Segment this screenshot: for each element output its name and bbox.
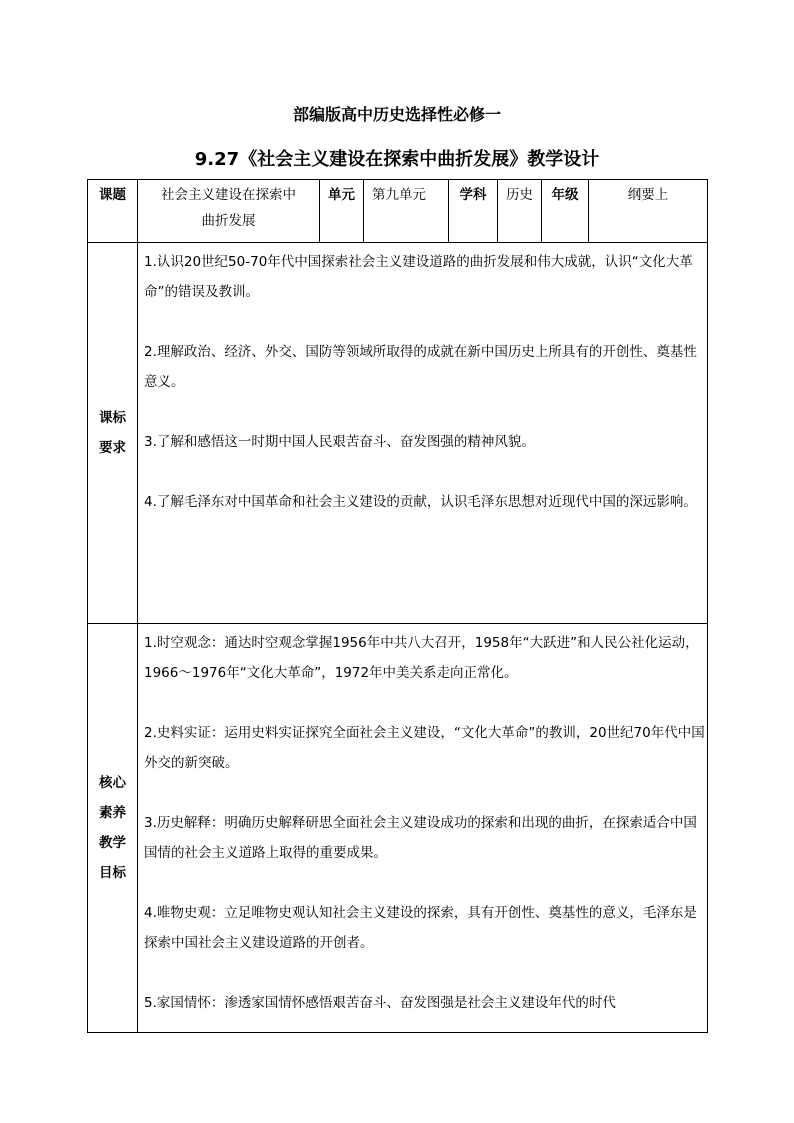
subject-label: 学科	[449, 180, 498, 243]
unit-label: 单元	[320, 180, 364, 243]
label-line: 要求	[99, 440, 126, 456]
label-line: 教学	[99, 835, 126, 851]
list-item: 2.理解政治、经济、外交、国防等领域所取得的成就在新中国历史上所具有的开创性、奠基性意义。	[144, 344, 697, 390]
lesson-title: 9.27《社会主义建设在探索中曲折发展》教学设计	[194, 149, 600, 170]
list-item: 3.了解和感悟这一时期中国人民艰苦奋斗、奋发图强的精神风貌。	[144, 434, 535, 450]
list-item: 3.历史解释：明确历史解释研思全面社会主义建设成功的探索和出现的曲折，在探索适合中国国情的社会主义道路上取得的重要成果。	[144, 815, 697, 861]
label-line: 目标	[99, 865, 126, 881]
lesson-design-table	[87, 179, 708, 1033]
grade-label: 年级	[542, 180, 589, 243]
unit-value: 第九单元	[364, 180, 449, 243]
curriculum-standard-content	[138, 243, 708, 624]
label-line: 核心	[99, 775, 126, 791]
core-literacy-label	[88, 624, 138, 1033]
table-header-row	[88, 180, 708, 243]
label-line: 素养	[99, 805, 126, 821]
list-item: 4.了解毛泽东对中国革命和社会主义建设的贡献，认识毛泽东思想对近现代中国的深远影响。	[144, 494, 697, 510]
list-item: 2.史料实证：运用史料实证探究全面社会主义建设，“文化大革命”的教训，20世纪70年代中国外交的新突破。	[144, 725, 705, 771]
list-item: 5.家国情怀：渗透家国情怀感悟艰苦奋斗、奋发图强是社会主义建设年代的时代	[144, 995, 616, 1011]
core-literacy-row	[88, 624, 708, 1033]
curriculum-standard-row	[88, 243, 708, 624]
label-line: 课标	[99, 410, 126, 426]
list-item: 1.认识20世纪50-70年代中国探索社会主义建设道路的曲折发展和伟大成就，认识“文化大革命”的错误及教训。	[144, 254, 693, 300]
core-literacy-content	[138, 624, 708, 1033]
grade-value: 纲要上	[589, 180, 708, 243]
topic-label: 课题	[88, 180, 138, 243]
list-item: 4.唯物史观：立足唯物史观认知社会主义建设的探索，具有开创性、奠基性的意义，毛泽东是探索中国社会主义建设道路的开创者。	[144, 905, 697, 951]
topic-value	[138, 180, 320, 243]
document-title: 部编版高中历史选择性必修一	[292, 105, 501, 124]
subject-value: 历史	[498, 180, 542, 243]
topic-value-line1: 社会主义建设在探索中	[161, 187, 296, 203]
list-item: 1.时空观念：通达时空观念掌握1956年中共八大召开，1958年“大跃进”和人民公社化运动，1966～1976年“文化大革命”，1972年中美关系走向正常化。	[144, 635, 699, 681]
topic-value-line2: 曲折发展	[201, 213, 256, 229]
curriculum-standard-label	[88, 243, 138, 624]
